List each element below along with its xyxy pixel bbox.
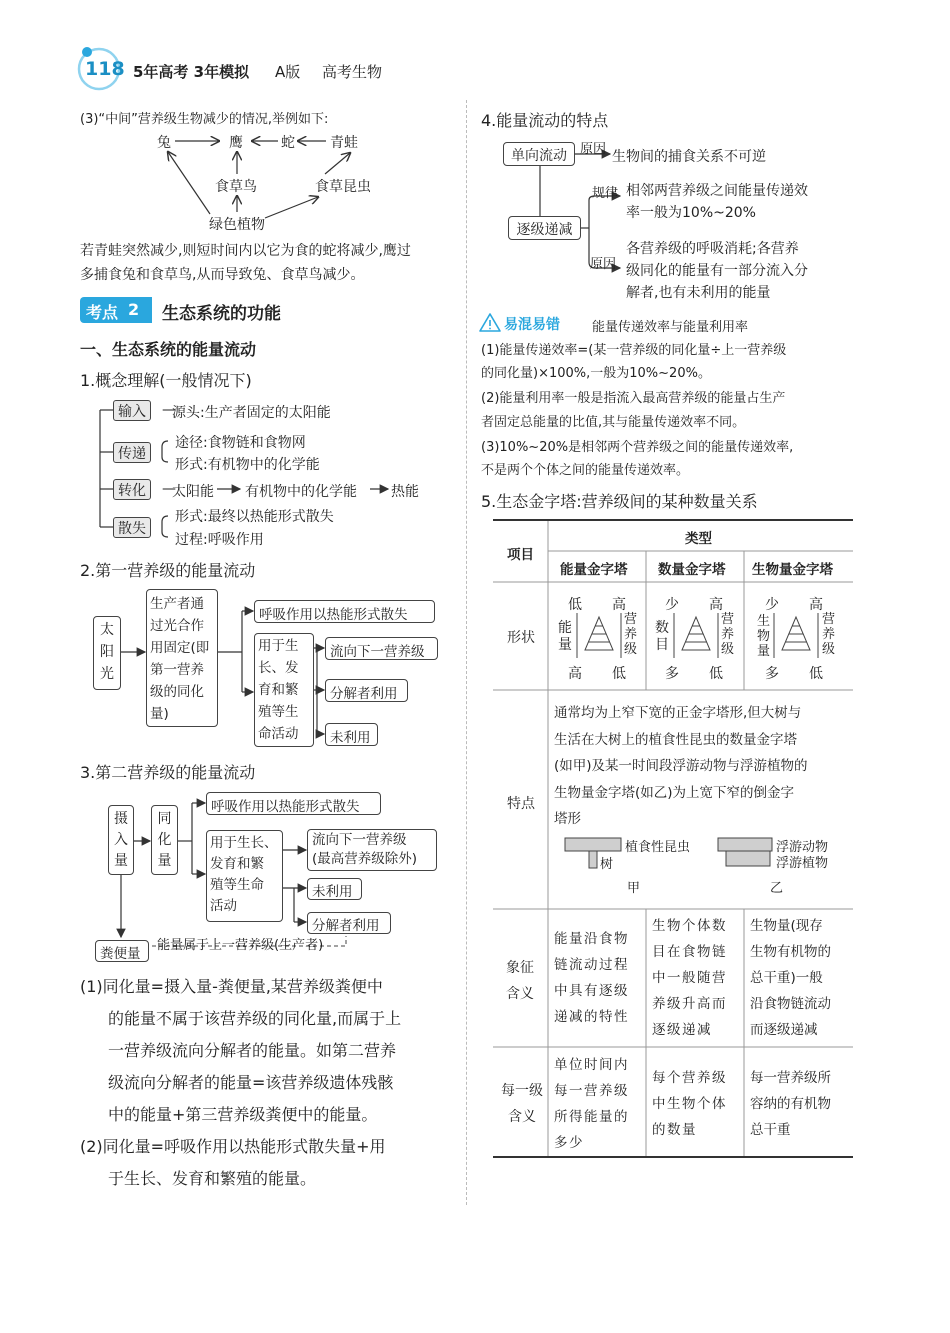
first-sun-char-3: 光 xyxy=(100,666,114,682)
concept-convert-heat: 热能 xyxy=(391,484,419,500)
pyramid-title: 5.生态金字塔:营养级间的某种数量关系 xyxy=(481,492,758,511)
table-header-number: 数量金字塔 xyxy=(658,562,726,578)
concept-input-box xyxy=(113,400,151,421)
number-pyramid-shape xyxy=(674,613,718,658)
second-level-title: 3.第二营养级的能量流动 xyxy=(80,763,256,782)
table-header-type: 类型 xyxy=(685,531,712,547)
energy-level-3: 所得能量的 xyxy=(554,1109,629,1125)
food-web-snake: 蛇 xyxy=(281,135,295,151)
row-label-symbol xyxy=(506,955,534,1007)
example-yi-plant: 浮游植物 xyxy=(776,856,829,871)
energy-level xyxy=(554,1052,629,1156)
decrease-reason-2: 级同化的能量有一部分流入分 xyxy=(626,263,808,279)
number-symbol-3: 中一般随营 xyxy=(652,970,727,986)
number-symbol-2: 目在食物链 xyxy=(652,944,727,960)
second-resp-box xyxy=(206,792,381,815)
warning-line-4: 者固定总能量的比值,其与能量传递效率不同。 xyxy=(481,415,746,430)
energy-top-right: 高 xyxy=(612,597,626,613)
second-resp: 呼吸作用以热能形式散失 xyxy=(211,799,360,815)
example-yi-label: 乙 xyxy=(770,881,784,896)
food-web-frog: 青蛙 xyxy=(330,135,358,151)
first-next: 流向下一营养级 xyxy=(330,644,425,660)
feature-line-2: 生活在大树上的植食性昆虫的数量金字塔 xyxy=(554,731,797,748)
second-growth-line-4: 活动 xyxy=(210,898,237,914)
warning-label: 易混易错 xyxy=(504,317,560,333)
biomass-pyramid-shape xyxy=(774,613,818,658)
decrease-reason-1: 各营养级的呼吸消耗;各营养 xyxy=(626,241,799,257)
number-level-1: 每个营养级 xyxy=(652,1070,727,1086)
concept-convert: 转化 xyxy=(118,483,146,499)
series-title: 5年高考 3年模拟 xyxy=(133,63,250,81)
concept-dissipate-process: 过程:呼吸作用 xyxy=(175,532,264,548)
row-label-symbol-2: 含义 xyxy=(506,986,534,1002)
first-unused-box xyxy=(325,723,378,746)
number-right-1: 营 xyxy=(721,612,735,627)
table-top-rule xyxy=(493,519,853,521)
second-assim-box xyxy=(151,805,178,875)
number-left-axis xyxy=(655,620,671,654)
section-badge-label: 考点 xyxy=(86,303,119,322)
row-label-level-1: 每一级 xyxy=(501,1083,543,1099)
concept-transfer-form: 形式:有机物中的化学能 xyxy=(175,457,320,473)
second-intake-box xyxy=(108,805,134,875)
first-sun-box xyxy=(93,616,121,690)
biomass-left-axis xyxy=(757,614,772,659)
column-divider xyxy=(466,100,467,1205)
note-line-2: 的能量不属于该营养级的同化量,而属于上 xyxy=(108,1009,402,1028)
concept-convert-dash: — xyxy=(162,481,176,497)
number-bottom-left: 多 xyxy=(665,666,679,682)
second-unused-box xyxy=(307,878,362,900)
number-right-2: 养 xyxy=(721,627,735,642)
section-badge-number: 2 xyxy=(128,300,140,319)
concept-input-source: 源头:生产者固定的太阳能 xyxy=(172,405,331,421)
second-intake-char-3: 量 xyxy=(114,853,128,869)
second-next-line-1: 流向下一营养级 xyxy=(312,832,407,848)
energy-level-1: 单位时间内 xyxy=(554,1057,629,1073)
energy-symbol-2: 链流动过程 xyxy=(554,957,629,973)
feature-line-4: 生物量金字塔(如乙)为上宽下窄的倒金字 xyxy=(554,784,795,801)
energy-right-1: 营 xyxy=(624,612,638,627)
table-header-energy: 能量金字塔 xyxy=(560,562,628,578)
second-assim-char-3: 量 xyxy=(157,853,172,869)
second-growth-line-3: 殖等生命 xyxy=(210,877,264,893)
note-line-3: 一营养级流向分解者的能量。如第二营养 xyxy=(108,1041,397,1060)
number-top-left: 少 xyxy=(665,597,679,613)
food-web-plant: 绿色植物 xyxy=(209,217,265,233)
decrease-rule-2: 率一般为10%~20% xyxy=(626,205,756,221)
concept-dissipate-box xyxy=(113,517,151,538)
warning-title: 能量传递效率与能量利用率 xyxy=(592,320,749,335)
row-label-symbol-1: 象征 xyxy=(506,960,534,976)
row-label-level-2: 含义 xyxy=(508,1109,536,1125)
energy-symbol-4: 递减的特性 xyxy=(554,1009,629,1025)
warning-line-3: (2)能量利用率一般是指流入最高营养级的能量占生产 xyxy=(481,391,786,406)
first-growth-line-4: 殖等生 xyxy=(258,704,299,720)
second-decomp: 分解者利用 xyxy=(312,918,380,934)
note-line-7: 于生长、发育和繁殖的能量。 xyxy=(108,1169,317,1188)
first-growth-line-5: 命活动 xyxy=(258,726,299,742)
second-growth-line-2: 发育和繁 xyxy=(210,856,264,872)
concept-input: 输入 xyxy=(118,404,146,420)
biomass-left-2: 物 xyxy=(757,629,771,644)
biomass-right-1: 营 xyxy=(822,612,836,627)
feature-line-1: 通常均为上窄下宽的正金字塔形,但大树与 xyxy=(554,705,802,721)
biomass-level xyxy=(750,1065,831,1143)
warning-line-2: 的同化量)×100%,一般为10%~20%。 xyxy=(481,366,711,381)
concept-transfer-box xyxy=(113,442,151,463)
first-producer-line-4: 第一营养 xyxy=(150,662,204,678)
first-growth-line-3: 育和繁 xyxy=(258,682,299,698)
first-producer-box xyxy=(146,589,218,727)
concept-input-dash: — xyxy=(162,402,176,418)
row-label-feature: 特点 xyxy=(507,796,535,812)
warning-line-6: 不是两个个体之间的能量传递效率。 xyxy=(481,463,690,478)
biomass-level-1: 每一营养级所 xyxy=(750,1070,831,1086)
table-header-biomass: 生物量金字塔 xyxy=(752,562,833,578)
biomass-symbol-2: 生物有机物的 xyxy=(750,944,831,960)
biomass-bottom-left: 多 xyxy=(765,666,779,682)
biomass-bottom-right: 低 xyxy=(809,666,823,682)
example-yi-animal: 浮游动物 xyxy=(776,840,829,855)
example-jia-tree: 树 xyxy=(600,857,614,872)
number-bottom-right: 低 xyxy=(709,666,723,682)
first-resp-box xyxy=(254,600,435,623)
page-number-dot xyxy=(82,47,92,57)
part1-title: 一、生态系统的能量流动 xyxy=(80,340,257,359)
middle-case-intro: (3)“中间”营养级生物减少的情况,举例如下: xyxy=(80,112,329,127)
decrease-box xyxy=(508,216,581,240)
energy-symbol xyxy=(554,926,629,1030)
concept-transfer-path: 途径:食物链和食物网 xyxy=(175,435,306,451)
second-intake-char-1: 摄 xyxy=(114,811,128,827)
energy-pyramid-shape xyxy=(577,613,621,658)
second-unused: 未利用 xyxy=(312,884,353,900)
section-badge xyxy=(80,297,152,323)
example-yi-shape xyxy=(718,838,772,866)
concept-convert-sun: 太阳能 xyxy=(172,484,214,500)
first-producer-line-6: 量) xyxy=(150,706,169,722)
biomass-top-right: 高 xyxy=(809,597,823,613)
first-growth-line-1: 用于生 xyxy=(258,638,299,654)
energy-right-2: 养 xyxy=(624,627,638,642)
number-level-3: 的数量 xyxy=(652,1122,697,1138)
decrease-reason-3: 解者,也有未利用的能量 xyxy=(626,285,771,301)
biomass-level-3: 总干重 xyxy=(750,1122,791,1138)
first-growth-line-2: 长、发 xyxy=(258,660,299,676)
first-producer-line-3: 用固定(即 xyxy=(150,640,210,656)
energy-bottom-left: 高 xyxy=(568,666,582,682)
biomass-right-3: 级 xyxy=(822,642,836,657)
number-symbol-1: 生物个体数 xyxy=(652,918,727,934)
edition-label: A版 xyxy=(275,63,301,81)
energy-top-left: 低 xyxy=(568,597,582,613)
second-feces: 粪便量 xyxy=(100,946,141,962)
concept-title: 1.概念理解(一般情况下) xyxy=(80,371,252,390)
warning-line-1: (1)能量传递效率=(某一营养级的同化量÷上一营养级 xyxy=(481,343,787,358)
biomass-symbol-5: 而逐级递减 xyxy=(750,1022,818,1038)
first-producer-line-5: 级的同化 xyxy=(150,684,204,700)
number-level-2: 中生物个体 xyxy=(652,1096,727,1112)
number-top-right: 高 xyxy=(709,597,723,613)
concept-convert-chem: 有机物中的化学能 xyxy=(245,484,357,500)
first-level-title: 2.第一营养级的能量流动 xyxy=(80,561,256,580)
second-growth-box xyxy=(206,830,283,922)
second-next-line-2: (最高营养级除外) xyxy=(312,851,418,867)
second-feces-box xyxy=(95,940,149,962)
number-symbol xyxy=(652,913,727,1043)
biomass-top-left: 少 xyxy=(765,597,779,613)
subject-label: 高考生物 xyxy=(322,63,383,81)
energy-right-axis xyxy=(624,612,639,657)
first-sun-char-1: 太 xyxy=(100,622,114,638)
second-next-box xyxy=(307,829,437,871)
number-symbol-4: 养级升高而 xyxy=(652,996,727,1012)
decrease-rule-1: 相邻两营养级之间能量传递效 xyxy=(626,183,808,199)
food-web-note-2: 多捕食兔和食草鸟,从而导致兔、食草鸟减少。 xyxy=(80,267,365,283)
second-intake-char-2: 入 xyxy=(114,832,128,848)
one-way: 单向流动 xyxy=(511,148,567,164)
note-line-6: (2)同化量=呼吸作用以热能形式散失量+用 xyxy=(80,1137,386,1156)
biomass-right-axis xyxy=(822,612,837,657)
food-web-rabbit: 兔 xyxy=(157,135,171,151)
concept-transfer: 传递 xyxy=(118,446,146,462)
one-way-box xyxy=(503,142,575,166)
energy-level-2: 每一营养级 xyxy=(554,1083,629,1099)
number-left-1: 数 xyxy=(655,620,669,636)
first-producer-line-2: 过光合作 xyxy=(150,618,204,634)
one-way-reason: 生物间的捕食关系不可逆 xyxy=(612,149,766,165)
first-producer-line-1: 生产者通 xyxy=(150,596,204,612)
energy-symbol-3: 中具有逐级 xyxy=(554,983,629,999)
second-assim-char-1: 同 xyxy=(157,811,172,827)
food-web-hawk: 鹰 xyxy=(229,135,243,151)
page-number: 118 xyxy=(85,58,125,80)
note-line-4: 级流向分解者的能量=该营养级遗体残骸 xyxy=(108,1073,394,1092)
decrease: 逐级递减 xyxy=(516,222,573,238)
first-decomp: 分解者利用 xyxy=(330,686,398,702)
feature-line-5: 塔形 xyxy=(554,811,581,827)
concept-dissipate: 散失 xyxy=(118,521,146,537)
note-line-5: 中的能量+第三营养级粪便中的能量。 xyxy=(108,1105,378,1124)
energy-left-2: 量 xyxy=(558,637,572,653)
note-line-1: (1)同化量=摄入量-粪便量,某营养级粪便中 xyxy=(80,977,383,996)
feature-text xyxy=(554,700,850,833)
energy-left-axis xyxy=(558,620,574,654)
row-label-level xyxy=(499,1078,545,1130)
number-left-2: 目 xyxy=(655,637,669,653)
food-web-note-1: 若青蛙突然减少,则短时间内以它为食的蛇将减少,鹰过 xyxy=(80,243,411,259)
second-growth-line-1: 用于生长、 xyxy=(210,835,278,851)
first-growth-box xyxy=(254,633,314,747)
decrease-reason-label: 原因 xyxy=(590,257,617,272)
biomass-symbol-3: 总干重)一般 xyxy=(750,970,823,986)
second-assim-char-2: 化 xyxy=(157,832,172,848)
example-jia-insect: 植食性昆虫 xyxy=(625,840,691,855)
second-feces-note: 能量属于上一营养级(生产者) xyxy=(157,938,324,953)
first-sun-char-2: 阳 xyxy=(100,644,114,660)
warning-line-5: (3)10%~20%是相邻两个营养级之间的能量传递效率, xyxy=(481,440,794,455)
biomass-left-3: 量 xyxy=(757,644,771,659)
biomass-level-2: 容纳的有机物 xyxy=(750,1096,831,1112)
number-right-3: 级 xyxy=(721,642,735,657)
first-next-box xyxy=(325,637,438,660)
header-graphics xyxy=(0,0,950,100)
concept-dissipate-form: 形式:最终以热能形式散失 xyxy=(175,509,334,525)
food-web-insect: 食草昆虫 xyxy=(315,179,371,195)
food-web-bird: 食草鸟 xyxy=(215,179,257,195)
example-jia-label: 甲 xyxy=(627,881,641,896)
concept-convert-box xyxy=(113,479,151,500)
second-decomp-box xyxy=(307,912,391,934)
biomass-right-2: 养 xyxy=(822,627,836,642)
biomass-symbol xyxy=(750,913,831,1043)
one-way-reason-label: 原因 xyxy=(580,142,607,157)
number-symbol-5: 逐级递减 xyxy=(652,1022,712,1038)
warning-icon xyxy=(480,314,500,331)
biomass-symbol-1: 生物量(现存 xyxy=(750,918,823,934)
biomass-symbol-4: 沿食物链流动 xyxy=(750,996,831,1012)
energy-level-4: 多少 xyxy=(554,1135,584,1151)
feature-line-3: (如甲)及某一时间段浮游动物与浮游植物的 xyxy=(554,758,808,774)
feature-title: 4.能量流动的特点 xyxy=(481,111,609,130)
row-label-shape: 形状 xyxy=(507,630,535,646)
first-decomp-box xyxy=(325,679,408,702)
table-bottom-rule xyxy=(493,1156,853,1158)
energy-bottom-right: 低 xyxy=(612,666,626,682)
number-level xyxy=(652,1065,727,1143)
biomass-left-1: 生 xyxy=(757,614,771,629)
decrease-rule-label: 规律 xyxy=(592,186,619,201)
number-right-axis xyxy=(721,612,736,657)
energy-left-1: 能 xyxy=(558,620,572,636)
first-resp: 呼吸作用以热能形式散失 xyxy=(259,607,408,623)
energy-symbol-1: 能量沿食物 xyxy=(554,931,629,947)
first-unused: 未利用 xyxy=(330,730,371,746)
energy-right-3: 级 xyxy=(624,642,638,657)
table-header-item: 项目 xyxy=(507,547,534,563)
section-title: 生态系统的功能 xyxy=(162,304,281,324)
